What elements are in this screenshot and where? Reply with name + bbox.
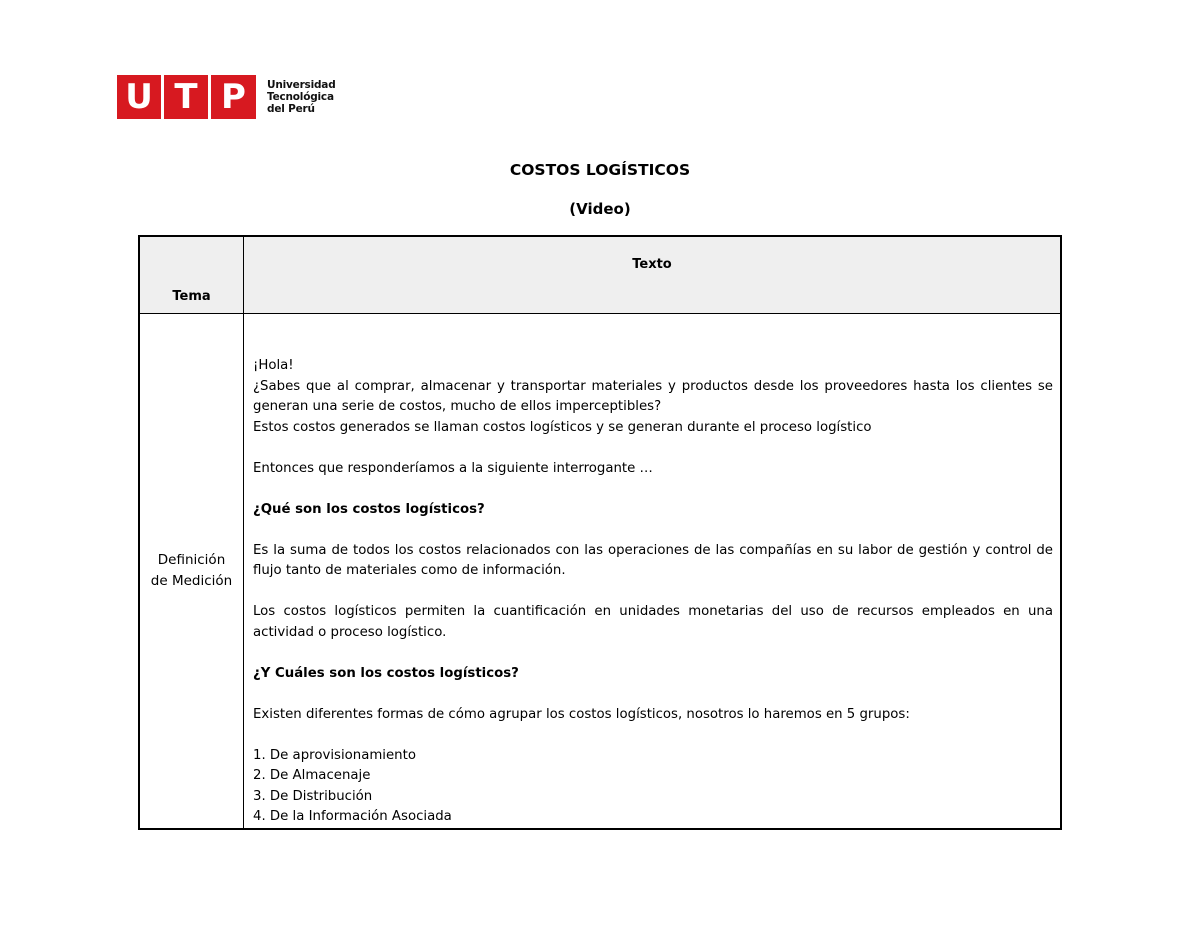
text-question-sabes: ¿Sabes que al comprar, almacenar y transportar materiales y productos desde los proveedores hasta los clientes se generan una serie de costos, mucho de ellos imperceptibles? (253, 378, 1053, 414)
logo-text-line3: del Perú (267, 103, 315, 115)
list-item: 1. De aprovisionamiento (253, 747, 416, 763)
table-row (139, 314, 1061, 829)
text-heading-cuales: ¿Y Cuáles son los costos logísticos? (253, 665, 519, 681)
text-estos-costos: Estos costos generados se llaman costos logísticos y se generan durante el proceso logístico (253, 419, 872, 435)
text-definition: Es la suma de todos los costos relacionados con las operaciones de las compañías en su labor de gestión y control de flujo tanto de materiales como de información. (253, 542, 1053, 578)
logo-letter-p: P (211, 75, 256, 119)
logo-mark (117, 75, 256, 119)
texto-cell (244, 314, 1062, 829)
document-subtitle: (Video) (569, 200, 631, 218)
text-heading-que-son: ¿Qué son los costos logísticos? (253, 501, 485, 517)
tema-cell (139, 314, 244, 829)
list-item: 2. De Almacenaje (253, 768, 371, 783)
header-tema: Tema (139, 236, 244, 314)
table-header-row (139, 236, 1061, 314)
utp-logo (117, 75, 336, 119)
text-entonces: Entonces que responderíamos a la siguiente interrogante … (253, 460, 653, 476)
text-permiten: Los costos logísticos permiten la cuantificación en unidades monetarias del uso de recursos empleados en una actividad o proceso logístico. (253, 604, 1053, 640)
content-table (138, 235, 1062, 830)
document-title: COSTOS LOGÍSTICOS (509, 161, 691, 179)
header-texto: Texto (244, 236, 1062, 314)
tema-line1: Definición (157, 551, 226, 568)
list-item: 4. De la Información Asociada (253, 809, 452, 824)
list-item: 3. De Distribución (253, 788, 373, 804)
text-existen: Existen diferentes formas de cómo agrupar los costos logísticos, nosotros lo haremos en 5 grupos: (253, 706, 910, 722)
logo-text-line1: Universidad (267, 79, 336, 91)
logo-letter-u: U (117, 75, 161, 119)
text-greeting: ¡Hola! (253, 358, 294, 373)
logo-text-line2: Tecnológica (267, 91, 334, 103)
logo-wordmark (267, 79, 336, 115)
logo-letter-t: T (164, 75, 208, 119)
tema-line2: de Medición (150, 572, 233, 589)
